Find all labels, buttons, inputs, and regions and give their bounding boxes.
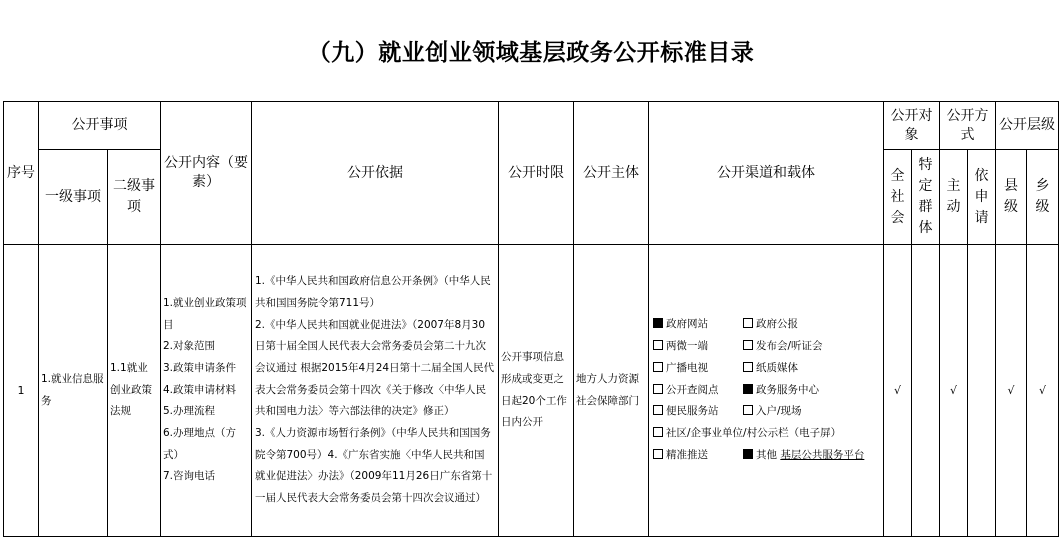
header-channel: 公开渠道和载体: [649, 102, 884, 245]
row-subject: 地方人力资源社会保障部门: [574, 245, 649, 537]
row-seq: 1: [4, 245, 39, 537]
page-title: （九）就业创业领域基层政务公开标准目录: [307, 40, 755, 66]
header-target-specific: 特定群体: [912, 150, 940, 245]
content-item: 3.政策申请条件: [163, 361, 237, 374]
content-item: 4.政策申请材料: [163, 383, 237, 396]
checkbox-empty-icon: [743, 405, 753, 415]
channel-option: 便民服务站: [653, 401, 743, 423]
header-level1: 一级事项: [39, 150, 108, 245]
basis-item: 1.《中华人民共和国政府信息公开条例》（中华人民共和国国务院令第711号）: [255, 275, 491, 309]
checkbox-empty-icon: [653, 449, 663, 459]
content-item: 7.咨询电话: [163, 470, 216, 483]
mark-mode-active: √: [940, 245, 968, 537]
checkbox-empty-icon: [653, 384, 663, 394]
catalog-table: [3, 101, 1059, 537]
channel-option: 广播电视: [653, 358, 743, 380]
row-content: [161, 245, 252, 537]
row-time-limit: 公开事项信息形成或变更之日起20个工作日内公开: [499, 245, 574, 537]
channel-option: 社区/企事业单位/村公示栏（电子屏）: [653, 423, 841, 445]
content-item: 1.就业创业政策项目: [163, 296, 247, 331]
checkbox-empty-icon: [653, 405, 663, 415]
channel-option: 公开查阅点: [653, 380, 743, 402]
mark-target-specific: [912, 245, 940, 537]
channel-option: 纸质媒体: [743, 358, 798, 380]
channel-option: 入户/现场: [743, 401, 802, 423]
row-channels: [649, 245, 884, 537]
channel-other-value: 基层公共服务平台: [780, 448, 865, 461]
header-target-group: 公开对象: [884, 102, 940, 150]
header-mode-group: 公开方式: [940, 102, 996, 150]
checkbox-empty-icon: [653, 427, 663, 437]
header-subject: 公开主体: [574, 102, 649, 245]
channel-option: 发布会/听证会: [743, 336, 823, 358]
header-level2: 二级事项: [108, 150, 161, 245]
checkbox-empty-icon: [743, 362, 753, 372]
header-mode-active: 主动: [940, 150, 968, 245]
header-target-all: 全社会: [884, 150, 912, 245]
header-level-township: 乡级: [1027, 150, 1059, 245]
row-level2: 1.1就业创业政策法规: [108, 245, 161, 537]
checkbox-empty-icon: [653, 362, 663, 372]
content-item: 5.办理流程: [163, 405, 216, 418]
content-item: 2.对象范围: [163, 340, 216, 353]
basis-item: 3.《人力资源市场暂行条例》（中华人民共和国国务院令第700号）4.《广东省实施〈中华人民共和国就业促进法〉办法》（2009年11月26日广东省第十一届人民代表大会常务委员会第十四次会议通过）: [255, 427, 493, 505]
channel-option: 精准推送: [653, 445, 743, 467]
channel-option: 政务服务中心: [743, 380, 819, 402]
checkbox-empty-icon: [653, 340, 663, 350]
header-level-group: 公开层级: [996, 102, 1059, 150]
content-item: 6.办理地点（方式）: [163, 427, 237, 461]
mark-mode-request: [968, 245, 996, 537]
table-row: [4, 245, 1059, 537]
header-time-limit: 公开时限: [499, 102, 574, 245]
row-basis: [252, 245, 499, 537]
channel-option: 其他 基层公共服务平台: [743, 445, 864, 467]
header-items-group: 公开事项: [39, 102, 161, 150]
checkbox-empty-icon: [743, 318, 753, 328]
header-level-county: 县级: [996, 150, 1027, 245]
checkbox-checked-icon: [743, 384, 753, 394]
mark-target-all: √: [884, 245, 912, 537]
checkbox-empty-icon: [743, 340, 753, 350]
checkbox-checked-icon: [743, 449, 753, 459]
channel-option: 政府公报: [743, 314, 798, 336]
header-basis: 公开依据: [252, 102, 499, 245]
checkbox-checked-icon: [653, 318, 663, 328]
row-level1: 1.就业信息服务: [39, 245, 108, 537]
header-mode-request: 依申请: [968, 150, 996, 245]
header-seq: 序号: [4, 102, 39, 245]
channel-option: 政府网站: [653, 314, 743, 336]
header-content: 公开内容（要素）: [161, 102, 252, 245]
mark-level-county: √: [996, 245, 1027, 537]
channel-option: 两微一端: [653, 336, 743, 358]
mark-level-township: √: [1027, 245, 1059, 537]
basis-item: 2.《中华人民共和国就业促进法》（2007年8月30日第十届全国人民代表大会常务委员会第二十九次会议通过 根据2015年4月24日第十二届全国人民代表大会常务委员会第十四次《关于修改〈中华人民共和国电力法〉等六部法律的决定》修正）: [255, 318, 495, 418]
